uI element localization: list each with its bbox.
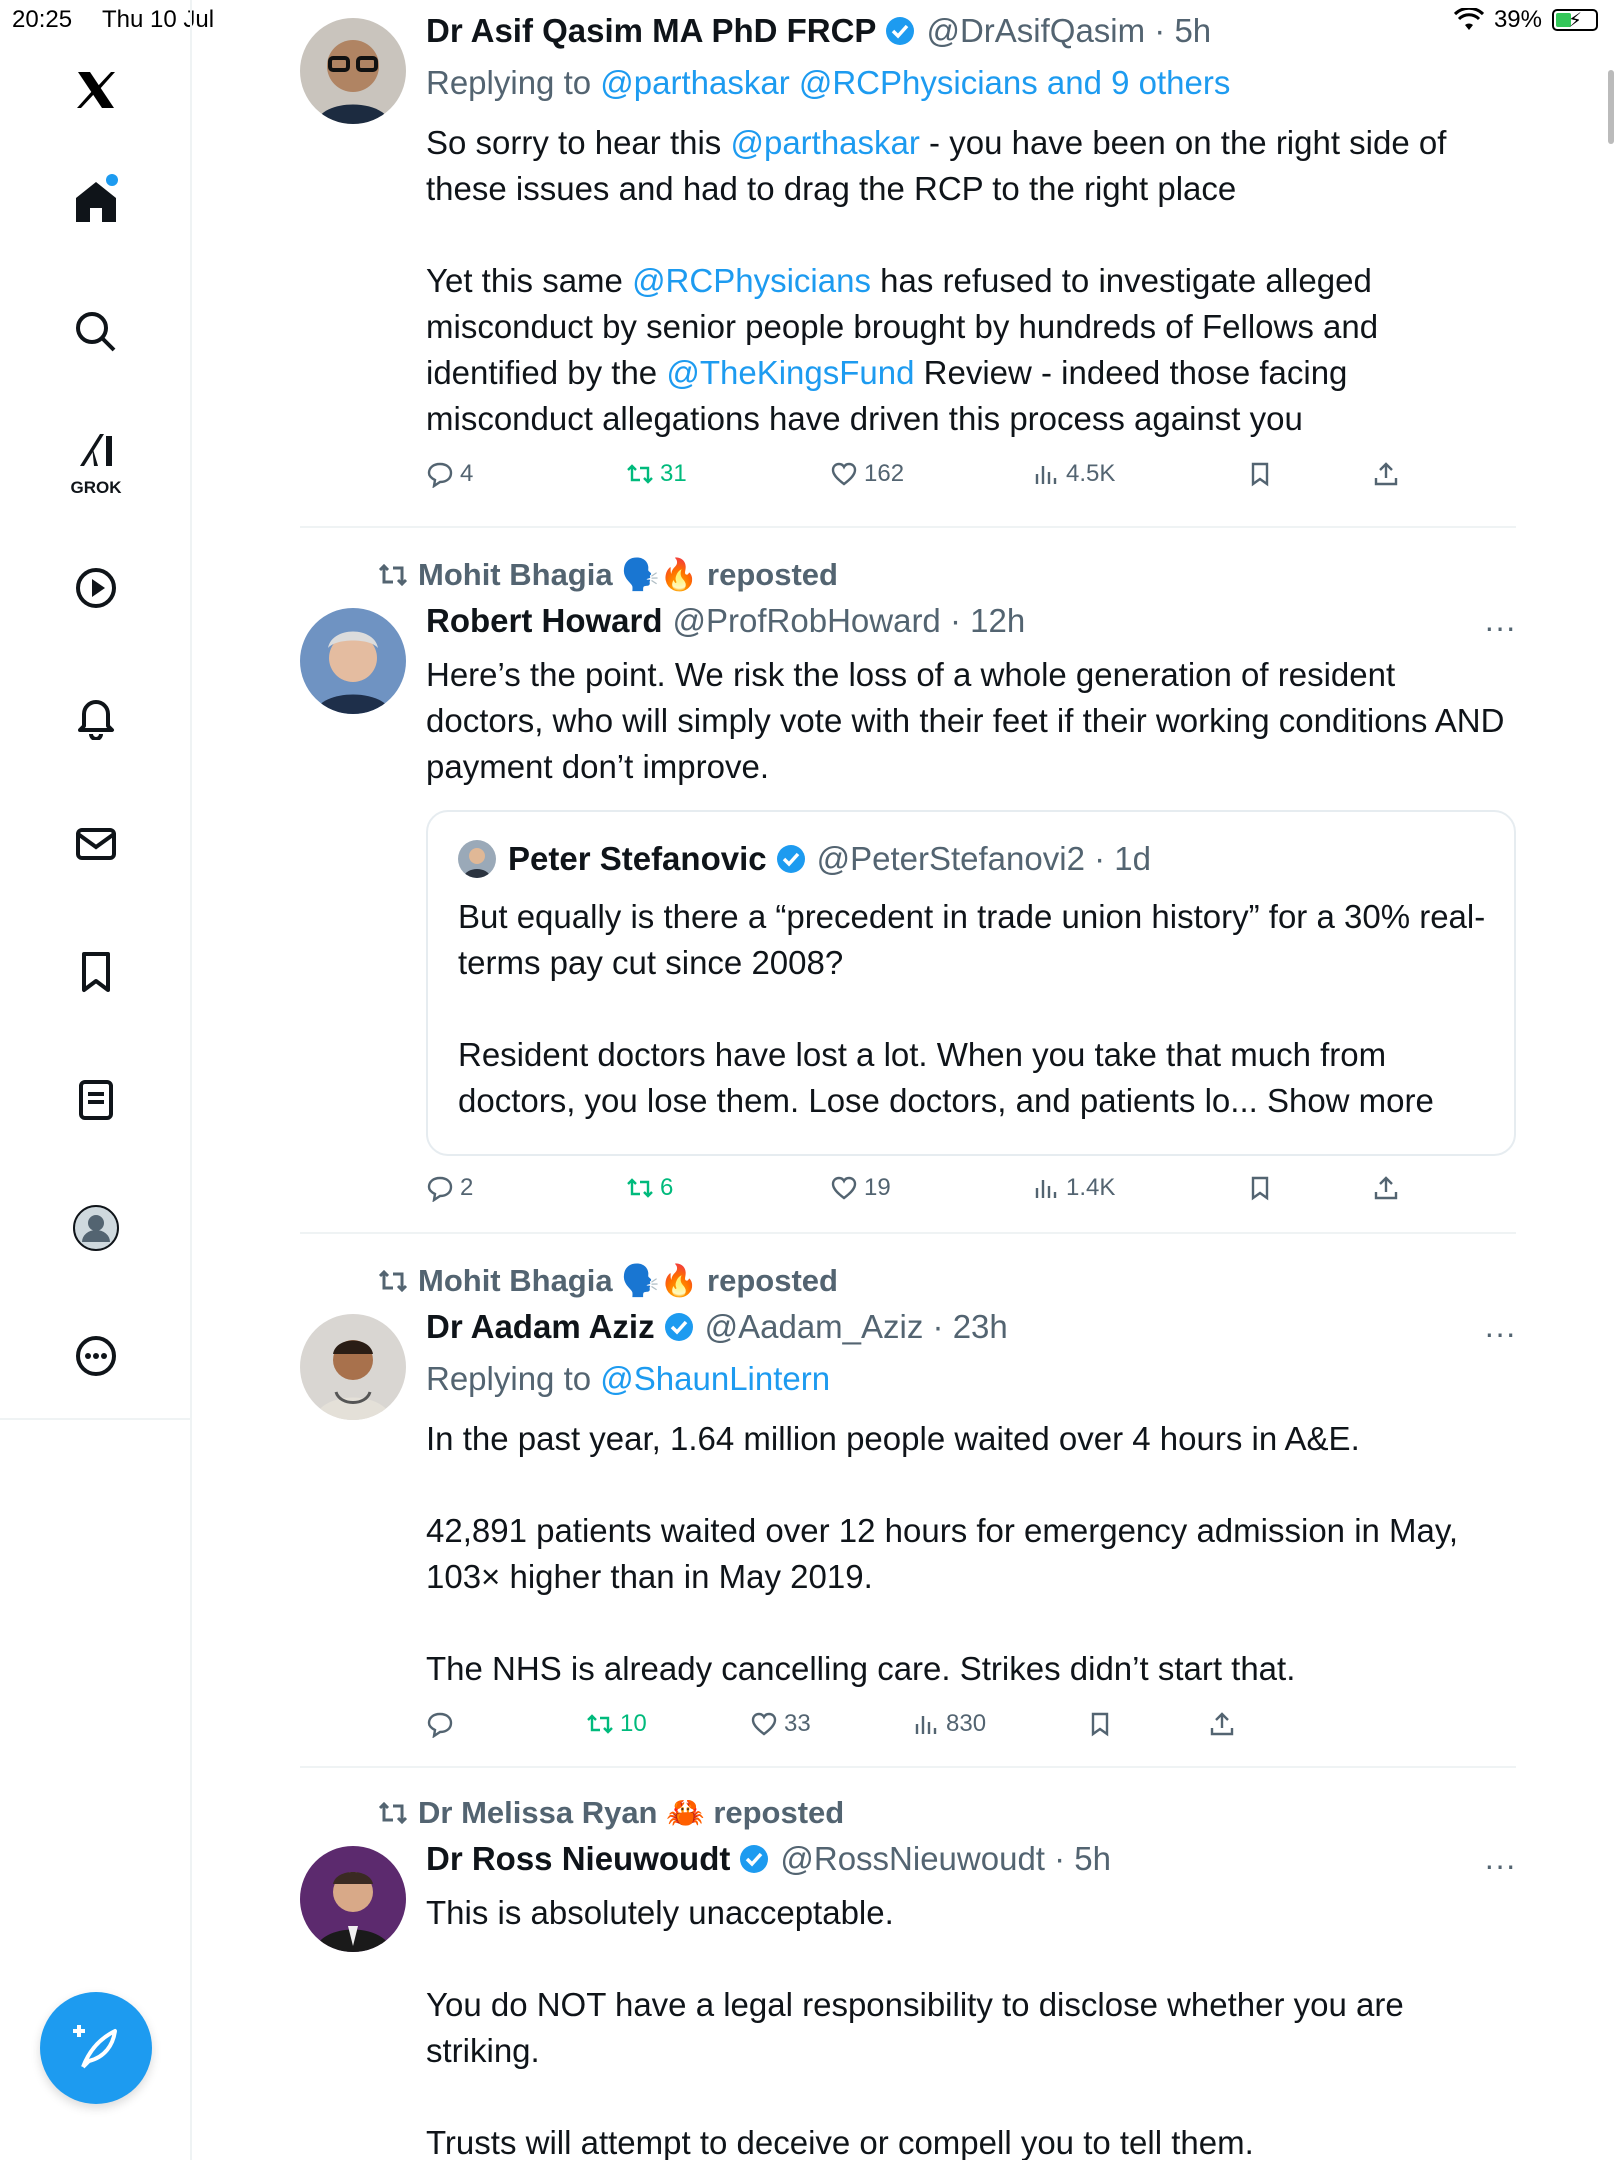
avatar[interactable] (300, 608, 406, 714)
video-icon[interactable] (66, 558, 126, 618)
views-count: 830 (946, 1710, 987, 1737)
like-button[interactable] (750, 1710, 811, 1738)
tweet[interactable] (300, 530, 1516, 1234)
views-button[interactable] (1032, 460, 1115, 488)
like-count: 162 (864, 460, 905, 487)
profile-icon[interactable] (66, 1198, 126, 1258)
analytics-icon (1032, 1174, 1060, 1202)
retweet-count: 31 (660, 460, 687, 487)
views-button[interactable] (912, 1710, 986, 1738)
home-notification-dot (106, 174, 118, 186)
compose-icon (69, 2021, 123, 2075)
mention-link[interactable]: @parthaskar (730, 124, 920, 161)
reply-button[interactable] (426, 1174, 473, 1202)
quoted-tweet[interactable] (426, 810, 1516, 1156)
verified-icon (663, 1311, 695, 1343)
repost-context (376, 556, 838, 593)
mention-link[interactable]: @RCPhysicians (632, 262, 871, 299)
like-button[interactable] (830, 460, 904, 488)
heart-icon (830, 460, 858, 488)
author-name[interactable]: Robert Howard (426, 602, 663, 639)
repost-text[interactable]: Mohit Bhagia 🗣️🔥 reposted (418, 557, 838, 592)
bell-icon[interactable] (66, 686, 126, 746)
tweet-text: This is absolutely unacceptable. You do NOT have a legal responsibility to disclose whether you are striking. Trusts will attempt to deceive or compell you to tell them. (426, 1894, 1404, 2160)
scrollbar[interactable] (1608, 70, 1614, 144)
retweet-icon (376, 1796, 410, 1830)
like-count: 19 (864, 1174, 891, 1201)
heart-icon (830, 1174, 858, 1202)
bookmark-icon (1086, 1710, 1114, 1738)
share-button[interactable] (1208, 1710, 1236, 1738)
compose-button[interactable] (40, 1992, 152, 2104)
retweet-button[interactable] (626, 1174, 673, 1202)
replying-to-link[interactable]: @parthaskar @RCPhysicians and 9 others (600, 64, 1231, 101)
tweet-text (426, 120, 1516, 442)
reply-icon (426, 1174, 454, 1202)
grok-label: GROK (70, 478, 122, 497)
author-handle[interactable]: @ProfRobHoward · 12h (672, 602, 1026, 639)
retweet-button[interactable] (586, 1710, 647, 1738)
author-handle[interactable]: @RossNieuwoudt · 5h (780, 1840, 1112, 1877)
analytics-icon (1032, 460, 1060, 488)
verified-icon (738, 1843, 770, 1875)
mention-link[interactable]: @TheKingsFund (666, 354, 915, 391)
views-count: 4.5K (1066, 460, 1116, 487)
search-icon[interactable] (66, 302, 126, 362)
tweet-header (426, 1840, 1111, 1878)
tweet-divider (300, 526, 1516, 528)
status-time: 20:25 (12, 6, 73, 33)
retweet-icon (376, 1264, 410, 1298)
share-button[interactable] (1372, 1174, 1400, 1202)
replying-to (426, 64, 1230, 102)
list-icon[interactable] (66, 1070, 126, 1130)
reply-button[interactable] (426, 460, 473, 488)
tweet-text: In the past year, 1.64 million people waited over 4 hours in A&E. 42,891 patients waited over 12 hours for emergency admission in May, 103× higher than in May 2019. The NHS is already cancelling care. Strikes didn’t start that. (426, 1420, 1459, 1687)
quoted-tweet-text: But equally is there a “precedent in trade union history” for a 30% real-terms pay cut since 2008? Resident doctors have lost a lot. When you take that much from doctors, you lose them. Lose doctors, and patients lo... Show more (458, 898, 1486, 1119)
retweet-icon (586, 1710, 614, 1738)
avatar[interactable] (300, 1846, 406, 1952)
repost-context (376, 1262, 838, 1299)
tweet-header (426, 602, 1025, 640)
reply-count: 2 (460, 1174, 474, 1201)
replying-to-link[interactable]: @ShaunLintern (600, 1360, 831, 1397)
author-handle[interactable]: @DrAsifQasim · 5h (926, 12, 1212, 49)
more-options-button[interactable]: ··· (1484, 1847, 1516, 1883)
quoted-avatar (458, 840, 496, 878)
grok-icon[interactable] (66, 420, 126, 480)
battery-percent: 39% (1493, 6, 1542, 33)
more-icon[interactable] (66, 1326, 126, 1386)
replying-prefix: Replying to (426, 64, 601, 101)
avatar[interactable] (300, 1314, 406, 1420)
quoted-author-name: Peter Stefanovic (508, 840, 767, 877)
status-date: Thu 10 Jul (102, 6, 215, 33)
quoted-tweet-header (458, 840, 1151, 878)
repost-context (376, 1794, 844, 1831)
retweet-button[interactable] (626, 460, 687, 488)
verified-icon (884, 15, 916, 47)
like-button[interactable] (830, 1174, 891, 1202)
x-logo-icon[interactable] (66, 60, 126, 120)
text-segment: - you have been on the right side of these issues and had to drag the RCP to the right place Yet this same (426, 124, 1447, 299)
tweet-actions (426, 1710, 1226, 1750)
repost-text[interactable]: Mohit Bhagia 🗣️🔥 reposted (418, 1263, 838, 1298)
sidebar-divider (0, 1418, 192, 1420)
tweet-actions (426, 460, 1406, 500)
views-button[interactable] (1032, 1174, 1115, 1202)
tweet-header (426, 12, 1211, 50)
reply-icon (426, 460, 454, 488)
more-options-button[interactable]: ··· (1484, 609, 1516, 645)
bookmark-button[interactable] (1246, 1174, 1274, 1202)
tweet[interactable] (300, 1768, 1516, 2160)
retweet-count: 10 (620, 1710, 647, 1737)
text-segment: Review - indeed those facing misconduct allegations have driven this process against you (426, 354, 1357, 437)
replying-prefix: Replying to (426, 1360, 601, 1397)
battery-icon: ⚡ (1552, 9, 1598, 31)
reply-button[interactable] (426, 1710, 460, 1738)
author-name[interactable]: Dr Ross Nieuwoudt (426, 1840, 731, 1877)
bookmark-icon[interactable] (66, 942, 126, 1002)
more-options-button[interactable]: ··· (1484, 1315, 1516, 1351)
analytics-icon (912, 1710, 940, 1738)
tweet-text: Here’s the point. We risk the loss of a whole generation of resident doctors, who will simply vote with their feet if their working conditions AND payment don’t improve. (426, 656, 1514, 785)
retweet-icon (626, 460, 654, 488)
bookmark-button[interactable] (1086, 1710, 1114, 1738)
share-icon (1208, 1710, 1236, 1738)
tweet-actions (426, 1174, 1406, 1214)
repost-text[interactable]: Dr Melissa Ryan 🦀 reposted (418, 1795, 845, 1830)
quoted-author-handle: @PeterStefanovi2 · 1d (816, 840, 1151, 877)
tweet[interactable] (300, 0, 1516, 530)
reply-icon (426, 1710, 454, 1738)
bookmark-icon (1246, 460, 1274, 488)
avatar[interactable] (300, 18, 406, 124)
bookmark-button[interactable] (1246, 460, 1274, 488)
tweet[interactable] (300, 1234, 1516, 1768)
retweet-icon (376, 558, 410, 592)
heart-icon (750, 1710, 778, 1738)
tweet-header (426, 1308, 1008, 1346)
views-count: 1.4K (1066, 1174, 1116, 1201)
mail-icon[interactable] (66, 814, 126, 874)
sidebar (0, 0, 192, 2160)
text-segment: So sorry to hear this (426, 124, 731, 161)
retweet-icon (626, 1174, 654, 1202)
share-button[interactable] (1372, 460, 1400, 488)
replying-to (426, 1360, 830, 1398)
share-icon (1372, 1174, 1400, 1202)
share-icon (1372, 460, 1400, 488)
text-segment: has refused to investigate alleged misconduct by senior people brought by hundreds of Fellows and identified by the (426, 262, 1388, 391)
reply-count: 4 (460, 460, 474, 487)
author-name[interactable]: Dr Asif Qasim MA PhD FRCP (426, 12, 877, 49)
author-handle[interactable]: @Aadam_Aziz · 23h (704, 1308, 1008, 1345)
retweet-count: 6 (660, 1174, 674, 1201)
bookmark-icon (1246, 1174, 1274, 1202)
author-name[interactable]: Dr Aadam Aziz (426, 1308, 655, 1345)
verified-icon (775, 843, 807, 875)
like-count: 33 (784, 1710, 811, 1737)
